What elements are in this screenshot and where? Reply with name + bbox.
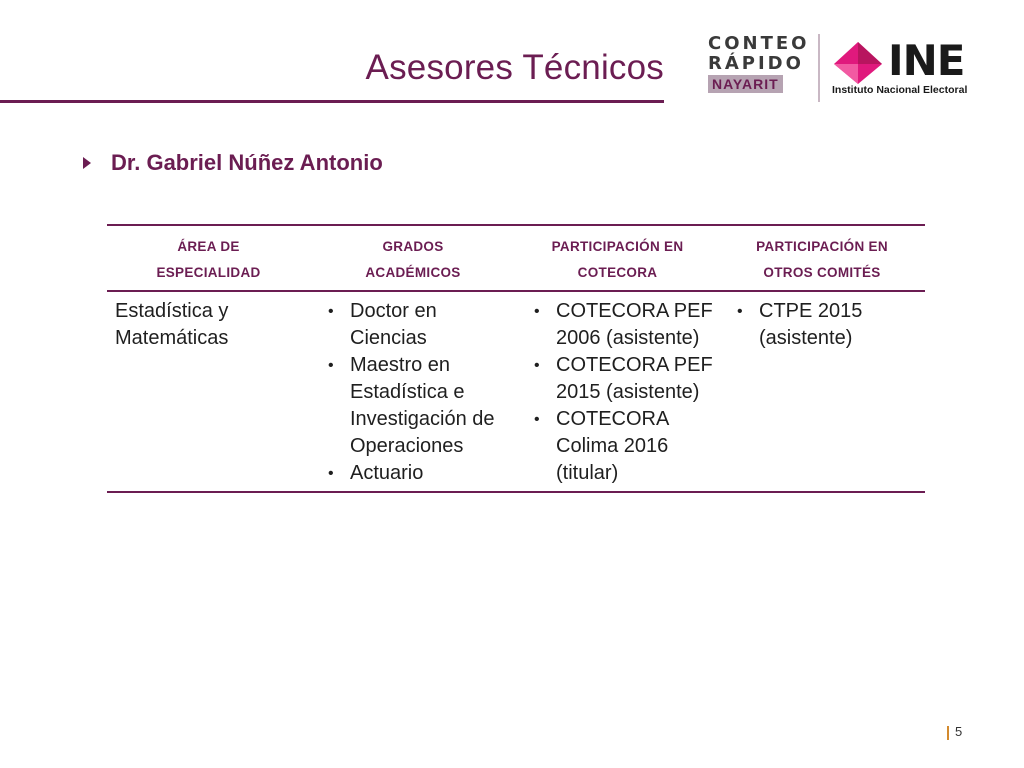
header-area xyxy=(107,225,310,291)
header-grados-line1: GRADOS xyxy=(382,239,444,254)
table-header-row xyxy=(107,225,925,291)
slide-title: Asesores Técnicos xyxy=(365,48,664,87)
header-area-line1: ÁREA DE xyxy=(177,239,240,254)
page-number: 5 xyxy=(955,724,963,739)
ine-acronym: INE xyxy=(888,36,965,85)
ine-full-name: Instituto Nacional Electoral xyxy=(832,84,968,96)
cell-cotecora xyxy=(516,291,719,492)
table-row xyxy=(107,291,925,492)
list-item: • COTECORA PEF 2015 (asistente) xyxy=(524,352,713,406)
list-item: • Maestro en Estadística e Investigación de Operaciones xyxy=(318,352,510,460)
person-heading xyxy=(83,150,383,176)
person-name: Dr. Gabriel Núñez Antonio xyxy=(111,150,383,175)
cell-otros xyxy=(719,291,925,492)
header-cotecora xyxy=(516,225,719,291)
conteo-rapido-logo xyxy=(708,34,808,104)
conteo-logo-line1: CONTEO xyxy=(708,33,810,54)
logo-divider xyxy=(818,34,820,102)
list-item: • COTECORA Colima 2016 (titular) xyxy=(524,406,713,487)
header-area-line2: ESPECIALIDAD xyxy=(156,265,261,280)
page-number-bar xyxy=(947,726,949,740)
conteo-logo-region: NAYARIT xyxy=(708,75,783,93)
list-item: • CTPE 2015 (asistente) xyxy=(727,298,919,352)
bullet-arrow-icon xyxy=(83,157,91,169)
ine-logo xyxy=(832,36,992,100)
header-otros-line2: OTROS COMITÉS xyxy=(763,265,881,280)
header-cotecora-line2: COTECORA xyxy=(577,265,658,280)
header-otros xyxy=(719,225,925,291)
list-item: • Actuario xyxy=(318,460,510,487)
header-cotecora-line1: PARTICIPACIÓN EN xyxy=(551,239,684,254)
header-otros-line1: PARTICIPACIÓN EN xyxy=(756,239,888,254)
cell-grados xyxy=(310,291,516,492)
info-table xyxy=(107,224,925,493)
list-item: • COTECORA PEF 2006 (asistente) xyxy=(524,298,713,352)
ine-diamond-icon xyxy=(832,40,884,86)
header-grados-line2: ACADÉMICOS xyxy=(365,265,461,280)
list-item: • Doctor en Ciencias xyxy=(318,298,510,352)
title-rule xyxy=(0,100,664,103)
header-grados xyxy=(310,225,516,291)
cell-area: Estadística y Matemáticas xyxy=(115,300,229,349)
conteo-logo-line2: RÁPIDO xyxy=(708,53,804,74)
